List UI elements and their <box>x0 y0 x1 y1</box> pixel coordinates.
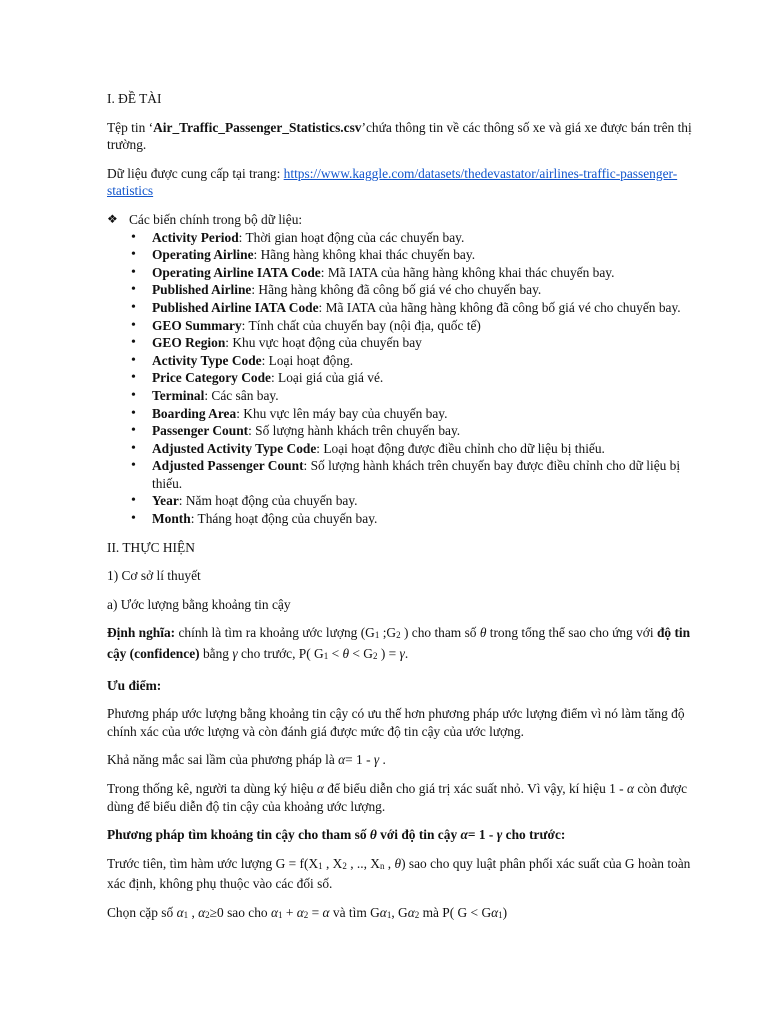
gamma-symbol: γ <box>232 646 238 662</box>
advantage-label <box>107 677 697 695</box>
text-run: cho trước: <box>502 827 566 843</box>
text-run: Trong thống kê, người ta dùng ký hiệu <box>107 781 317 796</box>
bullet-dot-icon: • <box>131 493 136 509</box>
subsection-1: 1) Cơ sở lí thuyết <box>107 568 201 584</box>
text-run: và tìm G <box>329 904 380 920</box>
theta-symbol: θ <box>369 827 377 843</box>
definition-label: Định nghĩa: <box>107 625 176 641</box>
variable-name: Activity Period <box>152 229 239 245</box>
section-1-heading: I. ĐỀ TÀI <box>107 91 162 106</box>
advantage-paragraph: Phương pháp ước lượng bằng khoảng tin cậy có ưu thế hơn phương pháp ước lượng điểm vì nó làm tăng độ chính xác của ước lượng và còn đánh giá được mức độ tin cậy của ước lượng. <box>107 706 685 739</box>
variables-list <box>107 229 697 528</box>
variable-name: Published Airline <box>152 282 252 298</box>
theta-symbol: θ <box>394 855 402 871</box>
alpha-symbol: α <box>316 781 324 796</box>
text-run: = 1 - <box>345 752 374 768</box>
variable-item <box>107 457 697 492</box>
variable-item <box>107 369 697 387</box>
variable-item <box>107 422 697 440</box>
text-run: chính là tìm ra khoảng ước lượng (G <box>175 625 375 641</box>
source-prefix: Dữ liệu được cung cấp tại trang: <box>107 165 284 181</box>
source-paragraph <box>107 165 697 200</box>
variable-description: : Mã IATA của hãng hàng không khai thác chuyến bay. <box>320 264 615 280</box>
bullet-dot-icon: • <box>131 458 136 474</box>
variable-name: Adjusted Passenger Count <box>152 458 304 474</box>
variable-description: : Loại hoạt động được điều chỉnh cho dữ liệu bị thiếu. <box>316 440 605 456</box>
diamond-bullet-icon: ❖ <box>107 211 118 226</box>
text-run: Phương pháp tìm khoảng tin cậy cho tham số <box>107 827 370 843</box>
variable-item <box>107 229 697 247</box>
text-run: mà P( G < G <box>419 904 492 920</box>
variable-item <box>107 440 697 458</box>
alpha-symbol: α <box>338 752 346 768</box>
variable-name: Activity Type Code <box>152 352 262 368</box>
text-run: Chọn cặp số <box>107 904 177 920</box>
variables-heading <box>107 211 697 229</box>
intro-prefix: Tệp tin ‘ <box>107 119 154 135</box>
text-run: , G <box>391 904 408 920</box>
bullet-dot-icon: • <box>131 440 136 456</box>
variable-name: Published Airline IATA Code <box>152 299 319 315</box>
variable-name: Operating Airline IATA Code <box>152 264 321 280</box>
subscript: 1 <box>374 630 380 641</box>
alpha-symbol: α <box>176 904 184 920</box>
bullet-dot-icon: • <box>131 423 136 439</box>
subscript: 2 <box>342 860 347 871</box>
definition-paragraph <box>107 624 697 665</box>
text-run: . <box>404 646 409 662</box>
subscript: 2 <box>396 630 401 641</box>
gamma-symbol: γ <box>373 752 380 768</box>
text-run: , .., X <box>346 855 380 871</box>
text-run: cho trước, P( G <box>237 646 324 662</box>
error-paragraph <box>107 751 697 769</box>
subscript: 2 <box>205 909 210 920</box>
variable-item <box>107 405 697 423</box>
bullet-dot-icon: • <box>131 229 136 245</box>
intro-suffix: ’chứa thông tin về các thông số xe và giá xe được bán trên thị trường. <box>107 119 692 153</box>
variable-name: Year <box>152 493 179 509</box>
text-run: còn được dùng để biểu diễn độ tin cậy của khoảng ước lượng. <box>107 781 688 814</box>
variable-name: Terminal <box>152 387 205 403</box>
variable-item <box>107 246 697 264</box>
text-run: , <box>384 855 395 871</box>
document-body <box>107 90 697 925</box>
text-run: với độ tin cậy <box>376 827 461 843</box>
variable-description: : Số lượng hành khách trên chuyến bay được điều chỉnh cho dữ liệu bị thiếu. <box>152 458 681 491</box>
subscript: 1 <box>278 909 283 920</box>
subscript: 1 <box>386 909 392 920</box>
theta-symbol: θ <box>342 646 350 662</box>
variable-description: : Số lượng hành khách trên chuyến bay. <box>248 423 461 439</box>
alpha-symbol: α <box>491 904 499 920</box>
bullet-dot-icon: • <box>131 335 136 351</box>
first-step-paragraph <box>107 855 697 893</box>
text-run: + <box>282 904 297 920</box>
variable-item <box>107 281 697 299</box>
variable-item <box>107 334 697 352</box>
text-run: 0 sao cho <box>217 904 271 920</box>
kaggle-link[interactable]: https://www.kaggle.com/datasets/thedevastator/airlines-traffic-passenger-statistics <box>107 165 678 199</box>
advantage-label-text: Ưu điểm: <box>107 677 162 693</box>
theta-symbol: θ <box>479 625 487 641</box>
bullet-dot-icon: • <box>131 352 136 368</box>
variable-item <box>107 299 697 317</box>
variable-description: : Khu vực hoạt động của chuyến bay <box>225 335 422 351</box>
text-run: ) cho tham số <box>400 625 480 641</box>
variable-name: Adjusted Activity Type Code <box>152 440 317 456</box>
variable-name: Price Category Code <box>152 370 271 386</box>
alpha-symbol: α <box>198 904 206 920</box>
text-run: , X <box>322 855 343 871</box>
text-run: Trước tiên, tìm hàm ước lượng G = f(X <box>107 855 319 871</box>
alpha-symbol: α <box>270 904 278 920</box>
choose-pair-paragraph <box>107 904 697 925</box>
bullet-dot-icon: • <box>131 317 136 333</box>
subscript: 1 <box>498 909 503 920</box>
gamma-symbol: γ <box>496 827 503 843</box>
variable-name: Operating Airline <box>152 247 254 263</box>
alpha-symbol: α <box>407 904 415 920</box>
variables-heading-text: Các biến chính trong bộ dữ liệu: <box>129 211 303 227</box>
subscript: 2 <box>414 909 420 920</box>
subsection-1a: a) Ước lượng bằng khoảng tin cậy <box>107 596 291 612</box>
variable-description: : Các sân bay. <box>204 387 279 403</box>
variable-description: : Mã IATA của hãng hàng không đã công bố giá vé cho chuyến bay. <box>318 299 681 315</box>
variable-item <box>107 264 697 282</box>
text-run: bằng <box>199 646 233 662</box>
variable-name: GEO Summary <box>152 317 242 333</box>
alpha-symbol: α <box>460 827 468 843</box>
bullet-dot-icon: • <box>131 387 136 403</box>
bullet-dot-icon: • <box>131 247 136 263</box>
variable-item <box>107 492 697 510</box>
variable-name: GEO Region <box>152 335 226 351</box>
text-run: = <box>308 904 323 920</box>
subscript: n <box>379 860 385 871</box>
bullet-dot-icon: • <box>131 299 136 315</box>
variable-item <box>107 317 697 335</box>
text-run: Khả năng mắc sai lầm của phương pháp là <box>107 752 339 768</box>
confidence-term: độ tin cậy (confidence) <box>107 625 691 662</box>
variable-item <box>107 510 697 528</box>
bullet-dot-icon: • <box>131 282 136 298</box>
variable-name: Passenger Count <box>152 423 249 439</box>
text-run: ) = <box>377 646 400 662</box>
text-run: trong tổng thể sao cho ứng với <box>486 625 657 641</box>
method-heading <box>107 826 697 844</box>
variable-description: : Tháng hoạt động của chuyến bay. <box>190 511 378 527</box>
text-run: < <box>328 646 343 662</box>
variable-description: : Thời gian hoạt động của các chuyến bay. <box>238 229 465 245</box>
variable-description: : Hãng hàng không khai thác chuyến bay. <box>253 247 476 263</box>
section-2-heading: II. THỰC HIỆN <box>107 539 195 555</box>
subscript: 2 <box>372 651 378 662</box>
intro-paragraph <box>107 119 697 154</box>
subscript: 2 <box>303 909 309 920</box>
subscript: 1 <box>323 651 329 662</box>
text-run: ) <box>502 904 508 920</box>
statistics-paragraph <box>107 780 697 815</box>
intro-filename: Air_Traffic_Passenger_Statistics.csv <box>153 119 362 135</box>
bullet-dot-icon: • <box>131 405 136 421</box>
subscript: 1 <box>318 860 323 871</box>
text-run: ) sao cho quy luật phân phối xác suất của G hoàn toàn xác định, không phụ thuộc vào các đối số. <box>107 855 691 892</box>
text-run: để biểu diễn cho giá trị xác suất nhỏ. Vì vậy, kí hiệu 1 - <box>323 781 627 796</box>
text-run: . <box>379 752 386 768</box>
variable-name: Month <box>152 511 191 527</box>
text-run: ≥ <box>209 904 218 920</box>
variable-description: : Loại hoạt động. <box>261 352 354 368</box>
text-run: = 1 - <box>467 827 497 843</box>
gamma-symbol: γ <box>399 646 405 662</box>
variable-description: : Năm hoạt động của chuyến bay. <box>178 493 358 509</box>
method-heading-text <box>107 827 565 842</box>
bullet-dot-icon: • <box>131 264 136 280</box>
variable-name: Boarding Area <box>152 405 237 421</box>
alpha-symbol: α <box>379 904 387 920</box>
text-run: ;G <box>379 625 397 641</box>
bullet-dot-icon: • <box>131 370 136 386</box>
alpha-symbol: α <box>626 781 635 796</box>
variable-description: : Tính chất của chuyến bay (nội địa, quốc tế) <box>241 317 481 333</box>
alpha-symbol: α <box>322 904 330 920</box>
text-run: , <box>188 904 199 920</box>
bullet-dot-icon: • <box>131 511 136 527</box>
alpha-symbol: α <box>296 904 304 920</box>
variable-description: : Khu vực lên máy bay của chuyến bay. <box>236 405 448 421</box>
text-run: < G <box>349 646 373 662</box>
variable-description: : Hãng hàng không đã công bố giá vé cho chuyến bay. <box>251 282 542 298</box>
variable-item <box>107 352 697 370</box>
variable-item <box>107 387 697 405</box>
variable-description: : Loại giá của giá vé. <box>270 370 384 386</box>
subscript: 1 <box>183 909 189 920</box>
